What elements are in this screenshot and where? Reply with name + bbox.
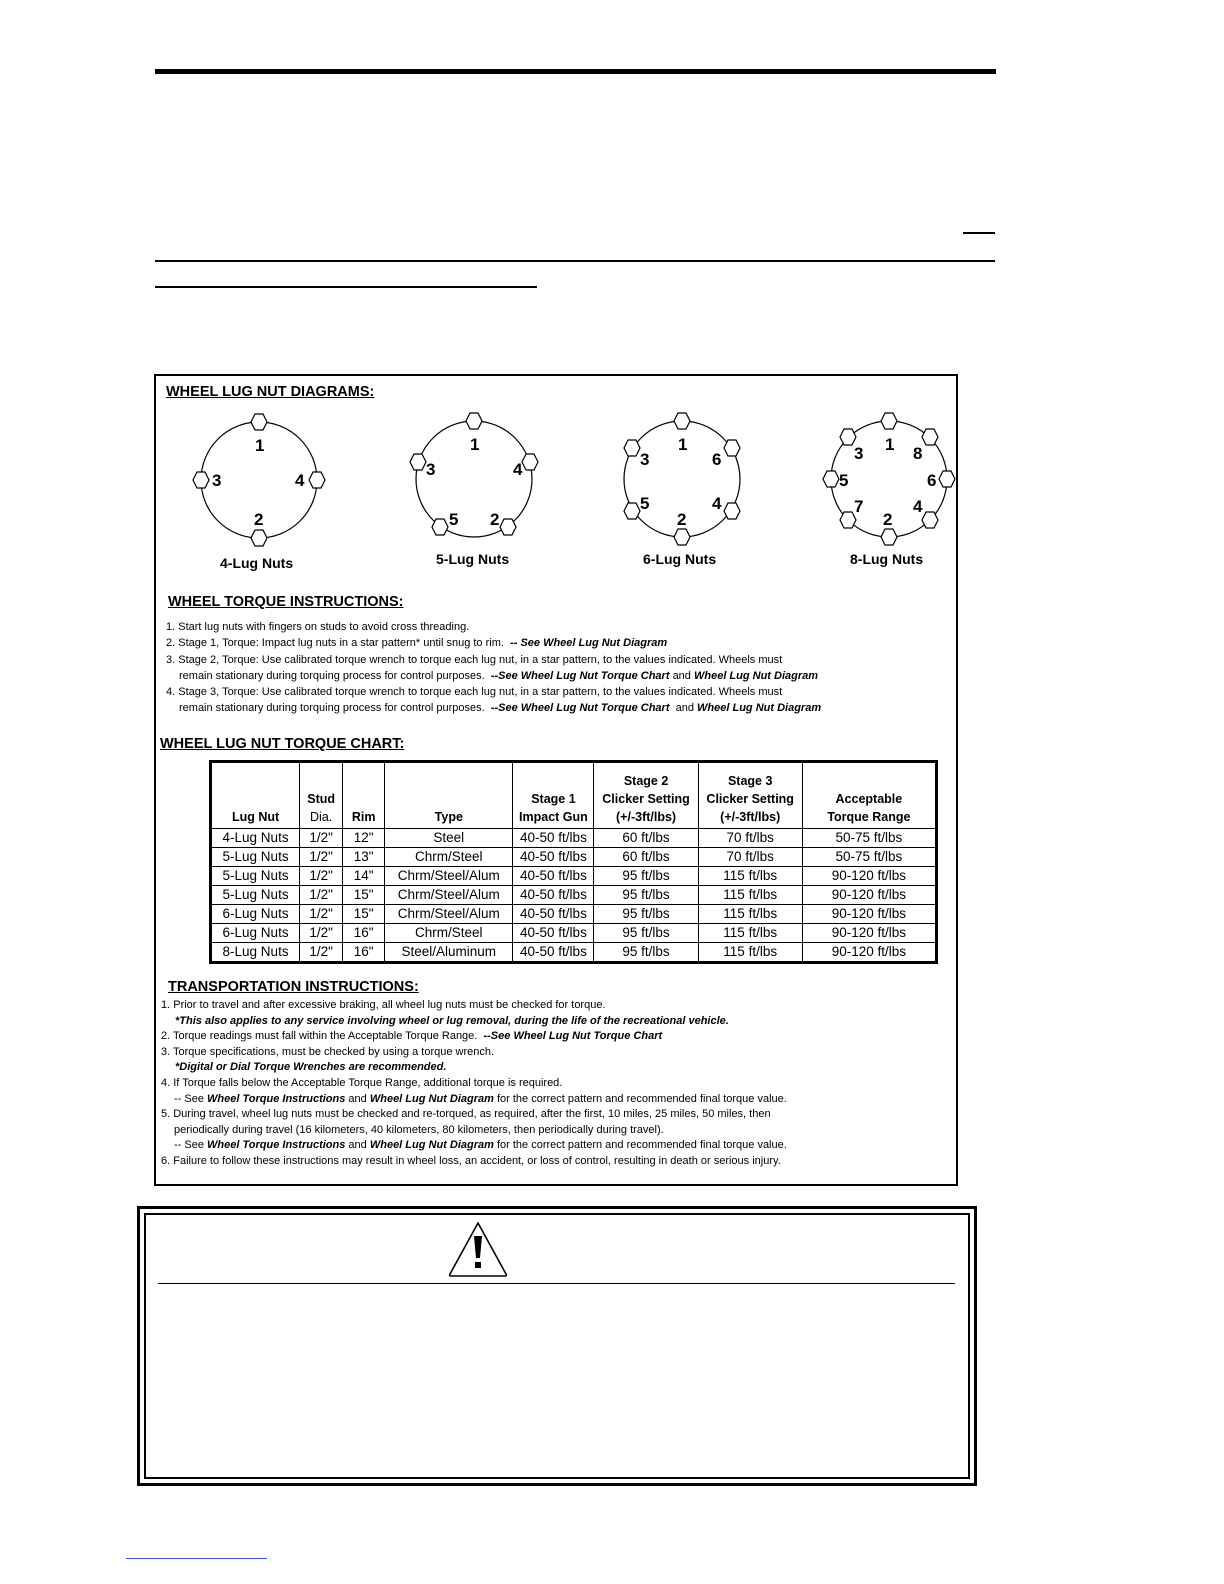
table-cell: 40-50 ft/lbs xyxy=(513,848,594,867)
table-cell: 40-50 ft/lbs xyxy=(513,867,594,886)
table-cell: Chrm/Steel/Alum xyxy=(385,905,513,924)
table-cell: 1/2" xyxy=(300,886,343,905)
table-cell: 50-75 ft/lbs xyxy=(802,829,936,848)
table-cell: 1/2" xyxy=(300,848,343,867)
table-cell: 15" xyxy=(343,886,385,905)
instruction-line: remain stationary during torquing process for control purposes. --See Wheel Lug Nut Torque Chart and Wheel Lug Nut Diagram xyxy=(179,669,819,682)
table-cell: 50-75 ft/lbs xyxy=(802,848,936,867)
table-header-row xyxy=(211,762,937,829)
table-cell: 70 ft/lbs xyxy=(698,848,802,867)
table-cell: 8-Lug Nuts xyxy=(211,943,300,963)
transport-line: 5. During travel, wheel lug nuts must be checked and re-torqued, as required, after the first, 10 miles, 25 miles, 50 miles, then xyxy=(161,1108,771,1121)
table-cell: 1/2" xyxy=(300,829,343,848)
table-cell: 12" xyxy=(343,829,385,848)
table-cell: 40-50 ft/lbs xyxy=(513,905,594,924)
table-cell: 1/2" xyxy=(300,867,343,886)
table-cell: 90-120 ft/lbs xyxy=(802,867,936,886)
header-rule xyxy=(155,69,996,74)
diagram-5-lug xyxy=(410,413,538,567)
table-cell: 90-120 ft/lbs xyxy=(802,905,936,924)
table-cell: 40-50 ft/lbs xyxy=(513,924,594,943)
table-cell: 60 ft/lbs xyxy=(594,829,698,848)
table-cell: 1/2" xyxy=(300,924,343,943)
table-cell: 40-50 ft/lbs xyxy=(513,886,594,905)
col-lug-nut: Lug Nut xyxy=(211,762,300,829)
lug-number: 5 xyxy=(839,471,849,490)
lug-number: 2 xyxy=(490,510,500,529)
lug-number: 4 xyxy=(295,471,305,490)
instruction-line: 2. Stage 1, Torque: Impact lug nuts in a star pattern* until snug to rim. -- See Wheel Lug Nut Diagram xyxy=(166,637,668,650)
transport-line: -- See Wheel Torque Instructions and Wheel Lug Nut Diagram for the correct pattern and recommended final torque value. xyxy=(174,1139,787,1152)
table-cell: 95 ft/lbs xyxy=(594,886,698,905)
lug-number: 3 xyxy=(854,444,864,463)
diagrams-title: WHEEL LUG NUT DIAGRAMS: xyxy=(166,384,375,400)
torque-chart-table xyxy=(209,760,938,964)
warning-triangle-icon xyxy=(447,1220,509,1278)
col-stage2: Stage 2 Clicker Setting (+/-3ft/lbs) xyxy=(594,762,698,829)
lug-number: 6 xyxy=(712,450,722,469)
lug-number: 2 xyxy=(677,510,687,529)
table-row xyxy=(211,867,937,886)
diagram-label: 5-Lug Nuts xyxy=(436,551,510,567)
table-cell: Chrm/Steel xyxy=(385,924,513,943)
table-cell: 40-50 ft/lbs xyxy=(513,829,594,848)
table-cell: 90-120 ft/lbs xyxy=(802,924,936,943)
table-cell: 115 ft/lbs xyxy=(698,886,802,905)
transport-line: 1. Prior to travel and after excessive braking, all wheel lug nuts must be checked for torque. xyxy=(161,999,606,1011)
table-cell: 1/2" xyxy=(300,943,343,963)
lug-number: 7 xyxy=(854,497,864,516)
lug-number: 4 xyxy=(712,494,722,513)
table-cell: Chrm/Steel xyxy=(385,848,513,867)
footer-link-line xyxy=(126,1558,267,1559)
table-cell: 5-Lug Nuts xyxy=(211,848,300,867)
table-row xyxy=(211,829,937,848)
diagram-label: 8-Lug Nuts xyxy=(850,551,924,567)
torque-instructions-list xyxy=(166,619,821,717)
lug-number: 4 xyxy=(513,460,523,479)
transport-line: 6. Failure to follow these instructions may result in wheel loss, an accident, or loss of control, resulting in death or serious injury. xyxy=(161,1154,781,1167)
diagram-label: 6-Lug Nuts xyxy=(643,551,717,567)
diagram-label: 4-Lug Nuts xyxy=(220,555,294,571)
lug-number: 1 xyxy=(470,435,480,454)
table-cell: 6-Lug Nuts xyxy=(211,924,300,943)
lug-number: 2 xyxy=(254,510,264,529)
table-cell: 16" xyxy=(343,924,385,943)
table-cell: 16" xyxy=(343,943,385,963)
table-cell: 1/2" xyxy=(300,905,343,924)
table-cell: 60 ft/lbs xyxy=(594,848,698,867)
lug-number: 3 xyxy=(640,450,650,469)
lug-number: 3 xyxy=(212,471,222,490)
transport-line: -- See Wheel Torque Instructions and Wheel Lug Nut Diagram for the correct pattern and recommended final torque value. xyxy=(174,1092,787,1105)
table-cell: 115 ft/lbs xyxy=(698,924,802,943)
table-cell: 95 ft/lbs xyxy=(594,943,698,963)
table-cell: 5-Lug Nuts xyxy=(211,867,300,886)
short-rule xyxy=(963,232,995,234)
instruction-line: remain stationary during torquing process for control purposes. --See Wheel Lug Nut Torque Chart and Wheel Lug Nut Diagram xyxy=(179,702,822,715)
table-cell: 115 ft/lbs xyxy=(698,905,802,924)
lug-number: 1 xyxy=(255,436,265,455)
lug-number: 1 xyxy=(885,435,895,454)
warning-box-inner xyxy=(144,1213,970,1479)
col-range: Acceptable Torque Range xyxy=(802,762,936,829)
lug-number: 2 xyxy=(883,510,893,529)
table-cell: 95 ft/lbs xyxy=(594,924,698,943)
col-stage3: Stage 3 Clicker Setting (+/-3ft/lbs) xyxy=(698,762,802,829)
transport-title: TRANSPORTATION INSTRUCTIONS: xyxy=(168,979,419,995)
table-cell: Chrm/Steel/Alum xyxy=(385,867,513,886)
lug-number: 8 xyxy=(913,444,923,463)
torque-instructions-title: WHEEL TORQUE INSTRUCTIONS: xyxy=(168,594,404,610)
col-rim: Rim xyxy=(343,762,385,829)
transport-line: 2. Torque readings must fall within the Acceptable Torque Range. --See Wheel Lug Nut Torque Chart xyxy=(161,1030,663,1043)
instruction-line: 3. Stage 2, Torque: Use calibrated torque wrench to torque each lug nut, in a star pattern, to the values indicated. Wheels must xyxy=(166,653,783,666)
section-rule xyxy=(155,260,995,262)
table-row xyxy=(211,943,937,963)
underline-rule xyxy=(155,286,537,288)
table-cell: 15" xyxy=(343,905,385,924)
instruction-line: 1. Start lug nuts with fingers on studs to avoid cross threading. xyxy=(166,621,470,633)
table-cell: 95 ft/lbs xyxy=(594,905,698,924)
table-cell: 115 ft/lbs xyxy=(698,943,802,963)
table-cell: 95 ft/lbs xyxy=(594,867,698,886)
transport-line: *This also applies to any service involving wheel or lug removal, during the life of the recreational vehicle. xyxy=(175,1014,729,1027)
table-cell: Chrm/Steel/Alum xyxy=(385,886,513,905)
instruction-line: 4. Stage 3, Torque: Use calibrated torque wrench to torque each lug nut, in a star pattern, to the values indicated. Wheels must xyxy=(166,686,783,699)
table-row xyxy=(211,848,937,867)
lug-number: 4 xyxy=(913,497,923,516)
transport-list xyxy=(161,998,787,1170)
table-cell: Steel/Aluminum xyxy=(385,943,513,963)
transport-line: 3. Torque specifications, must be checked by using a torque wrench. xyxy=(161,1045,495,1058)
lug-number: 3 xyxy=(426,460,436,479)
diagram-4-lug xyxy=(193,414,325,571)
lug-number: 5 xyxy=(449,510,459,529)
torque-chart-title: WHEEL LUG NUT TORQUE CHART: xyxy=(160,736,405,752)
transport-line: 4. If Torque falls below the Acceptable Torque Range, additional torque is required. xyxy=(161,1076,563,1089)
table-cell: 5-Lug Nuts xyxy=(211,886,300,905)
transport-line: periodically during travel (16 kilometers, 40 kilometers, 80 kilometers, then periodically during travel). xyxy=(174,1123,664,1136)
table-cell: 115 ft/lbs xyxy=(698,867,802,886)
lug-nut-diagrams xyxy=(185,406,965,586)
col-stud: Stud Dia. xyxy=(300,762,343,829)
table-cell: Steel xyxy=(385,829,513,848)
table-cell: 4-Lug Nuts xyxy=(211,829,300,848)
lug-number: 5 xyxy=(640,494,650,513)
table-row xyxy=(211,905,937,924)
table-cell: 6-Lug Nuts xyxy=(211,905,300,924)
diagram-6-lug xyxy=(624,413,740,567)
diagram-8-lug xyxy=(823,413,955,567)
table-cell: 90-120 ft/lbs xyxy=(802,943,936,963)
table-row xyxy=(211,924,937,943)
table-cell: 14" xyxy=(343,867,385,886)
transport-line: *Digital or Dial Torque Wrenches are recommended. xyxy=(175,1061,447,1074)
lug-number: 6 xyxy=(927,471,937,490)
table-cell: 70 ft/lbs xyxy=(698,829,802,848)
table-row xyxy=(211,886,937,905)
table-cell: 90-120 ft/lbs xyxy=(802,886,936,905)
warning-divider xyxy=(158,1283,955,1284)
lug-number: 1 xyxy=(678,435,688,454)
table-cell: 40-50 ft/lbs xyxy=(513,943,594,963)
col-type: Type xyxy=(385,762,513,829)
col-stage1: Stage 1 Impact Gun xyxy=(513,762,594,829)
table-cell: 13" xyxy=(343,848,385,867)
